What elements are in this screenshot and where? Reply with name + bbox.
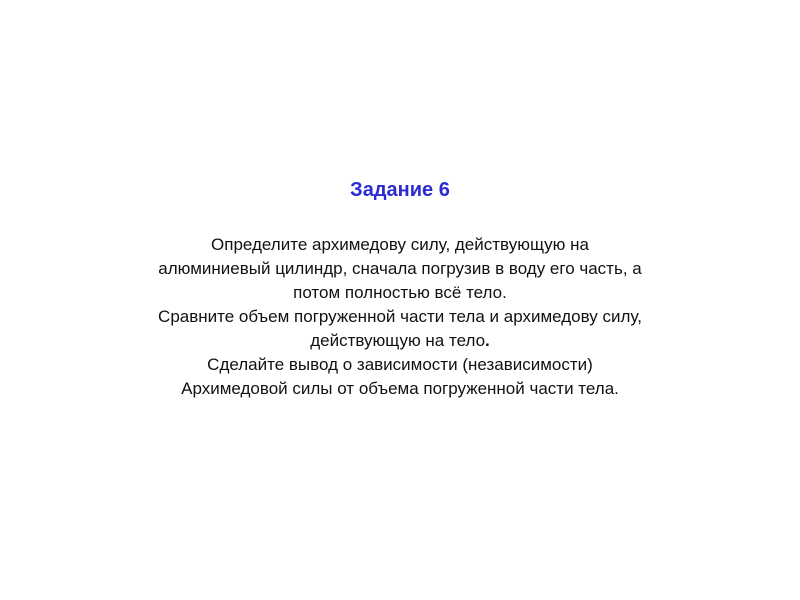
task-line-5-wrapper [0, 329, 800, 353]
task-line-6: Сделайте вывод о зависимости (независимости) [207, 355, 593, 374]
task-line-3: потом полностью всё тело. [293, 283, 507, 302]
task-line-2: алюминиевый цилиндр, сначала погрузив в воду его часть, а [158, 259, 642, 278]
task-line-5-period: . [485, 331, 490, 350]
task-line-4: Сравните объем погруженной части тела и архимедову силу, [158, 307, 642, 326]
task-line-1: Определите архимедову силу, действующую на [211, 235, 589, 254]
task-line-5: действующую на тело [310, 331, 486, 350]
slide-title: Задание 6 [350, 179, 450, 201]
task-text [0, 233, 800, 401]
task-line-7: Архимедовой силы от объема погруженной части тела. [181, 379, 619, 398]
